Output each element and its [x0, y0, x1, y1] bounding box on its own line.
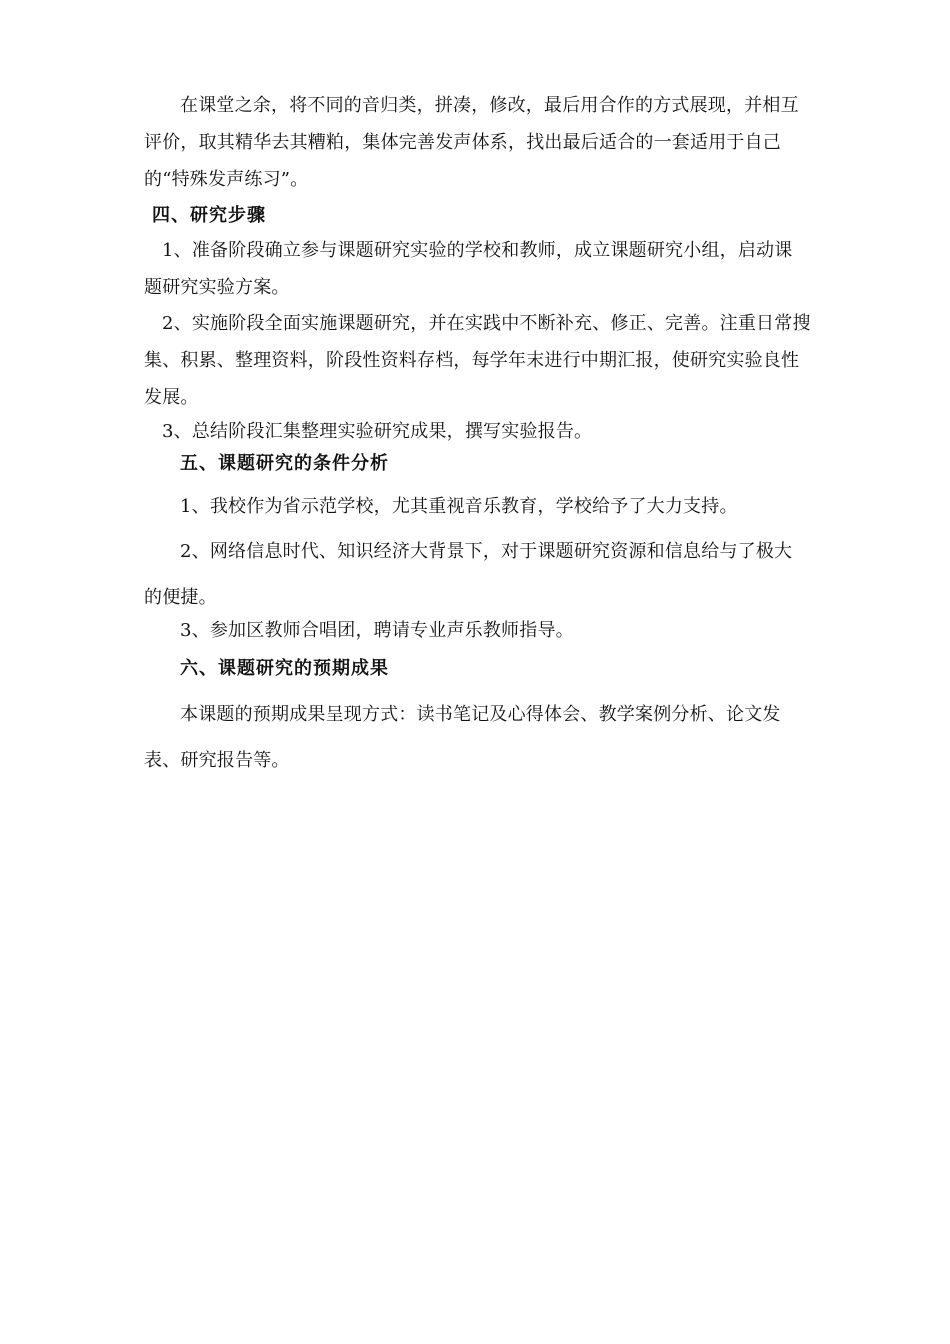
section-6-paragraph	[144, 692, 809, 784]
s5-item2-line-1: 2、网络信息时代、知识经济大背景下，对于课题研究资源和信息给与了极大	[180, 541, 793, 562]
section-5-item-2	[144, 529, 809, 621]
section-5-item-1	[144, 488, 809, 525]
s5-item1-line-1: 1、我校作为省示范学校，尤其重视音乐教育，学校给予了大力支持。	[180, 496, 738, 517]
intro-paragraph	[144, 87, 809, 198]
section-4-heading: 四、研究步骤	[152, 205, 266, 226]
s4-item1-line-1: 1、准备阶段确立参与课题研究实验的学校和教师，成立课题研究小组，启动课	[162, 240, 793, 261]
s4-item1-line-2: 题研究实验方案。	[144, 277, 290, 298]
intro-line-3: 的“特殊发声练习”。	[144, 169, 309, 190]
intro-line-1: 在课堂之余，将不同的音归类，拼凑，修改，最后用合作的方式展现，并相互	[180, 95, 799, 116]
section-5-heading: 五、课题研究的条件分析	[180, 453, 389, 474]
section-5-item-3	[144, 612, 809, 649]
s4-item2-line-2: 集、积累、整理资料，阶段性资料存档，每学年末进行中期汇报，使研究实验良性	[144, 350, 800, 371]
section-4-item-2	[144, 305, 809, 416]
s4-item3-line-1: 3、总结阶段汇集整理实验研究成果，撰写实验报告。	[162, 421, 593, 442]
section-6-heading: 六、课题研究的预期成果	[180, 658, 389, 679]
s4-item2-line-3: 发展。	[144, 387, 199, 408]
s5-item2-line-2: 的便捷。	[144, 587, 217, 608]
intro-line-2: 评价，取其精华去其糟粕，集体完善发声体系，找出最后适合的一套适用于自己	[144, 132, 781, 153]
s5-item3-line-1: 3、参加区教师合唱团，聘请专业声乐教师指导。	[180, 620, 574, 641]
s4-item2-line-1: 2、实施阶段全面实施课题研究，并在实践中不断补充、修正、完善。注重日常搜	[162, 313, 811, 334]
s6-para-line-1: 本课题的预期成果呈现方式：读书笔记及心得体会、教学案例分析、论文发	[180, 704, 781, 725]
section-4-item-1	[144, 232, 809, 306]
s6-para-line-2: 表、研究报告等。	[144, 750, 290, 771]
section-4-item-3	[144, 413, 809, 450]
